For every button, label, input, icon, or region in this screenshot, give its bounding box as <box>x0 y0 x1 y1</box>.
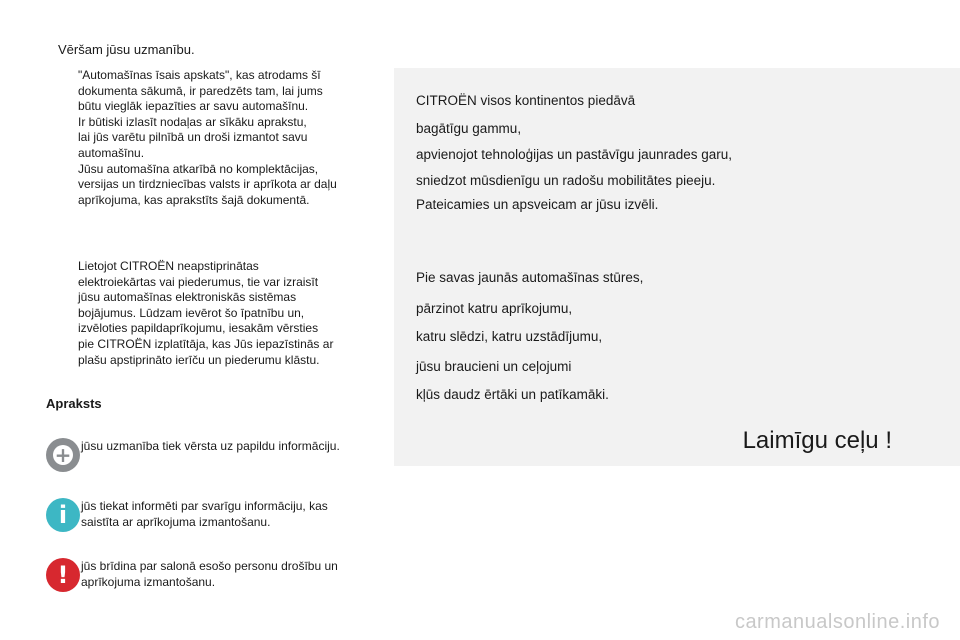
paragraph-line: jūsu automašīnas elektroniskās sistēmas <box>78 290 297 305</box>
paragraph-line: dokumenta sākumā, ir paredzēts tam, lai jums <box>78 83 323 98</box>
panel-line: jūsu braucieni un ceļojumi <box>416 359 572 374</box>
panel-line: bagātīgu gammu, <box>416 121 522 136</box>
intro-paragraph <box>78 68 378 208</box>
intro-title: Vēršam jūsu uzmanību. <box>58 42 195 57</box>
plus-icon: + <box>46 438 80 472</box>
welcome-panel <box>394 68 960 466</box>
panel-line: katru slēdzi, katru uzstādījumu, <box>416 329 603 344</box>
paragraph-line: automašīnu. <box>78 145 145 160</box>
panel-line: Pateicamies un apsveicam ar jūsu izvēli. <box>416 197 659 212</box>
legend-text: jūs tiekat informēti par svarīgu informāciju, kas saistīta ar aprīkojuma izmantošanu. <box>81 499 328 529</box>
section-title: Apraksts <box>46 396 102 411</box>
paragraph-line: versijas un tirdzniecības valsts ir aprīkota ar daļu <box>78 177 337 192</box>
panel-line: pārzinot katru aprīkojumu, <box>416 301 573 316</box>
paragraph-line: aprīkojuma, kas aprakstīts šajā dokumentā. <box>78 192 310 207</box>
warning-icon: ! <box>46 558 80 592</box>
paragraph-line: pie CITROËN izplatītāja, kas Jūs iepazīstinās ar <box>78 336 334 351</box>
paragraph-line: lai jūs varētu pilnībā un droši izmantot savu <box>78 130 308 145</box>
panel-line: CITROËN visos kontinentos piedāvā <box>416 93 636 108</box>
legend-text: jūs brīdina par salonā esošo personu drošību un aprīkojuma izmantošanu. <box>81 559 338 589</box>
paragraph-line: Lietojot CITROËN neapstiprinātas <box>78 259 259 273</box>
info-icon: i <box>46 498 80 532</box>
paragraph-line: elektroiekārtas vai piederumus, tie var izraisīt <box>78 274 319 289</box>
paragraph-line: Ir būtiski izlasīt nodaļas ar sīkāku aprakstu, <box>78 114 307 129</box>
panel-line: sniedzot mūsdienīgu un radošu mobilitātes pieeju. <box>416 173 716 188</box>
panel-line: kļūs daudz ērtāki un patīkamāki. <box>416 387 609 402</box>
legend-text: jūsu uzmanība tiek vērsta uz papildu informāciju. <box>81 439 340 453</box>
paragraph-line: Jūsu automašīna atkarībā no komplektācijas, <box>78 161 319 176</box>
paragraph-line: būtu vieglāk iepazīties ar savu automašīnu. <box>78 99 309 114</box>
paragraph-line: bojājumus. Lūdzam ievērot šo īpatnību un, <box>78 305 305 320</box>
paragraph-line: izvēloties papildaprīkojumu, iesakām vērsties <box>78 321 319 336</box>
panel-line: Pie savas jaunās automašīnas stūres, <box>416 270 644 285</box>
paragraph-line: "Automašīnas īsais apskats", kas atrodams šī <box>78 68 321 82</box>
watermark: carmanualsonline.info <box>734 611 940 633</box>
accessories-paragraph <box>78 259 378 368</box>
closing-greeting: Laimīgu ceļu ! <box>742 427 892 454</box>
paragraph-line: plašu apstiprināto ierīču un piederumu klāstu. <box>78 352 320 367</box>
panel-line: apvienojot tehnoloģijas un pastāvīgu jaunrades garu, <box>416 147 732 162</box>
